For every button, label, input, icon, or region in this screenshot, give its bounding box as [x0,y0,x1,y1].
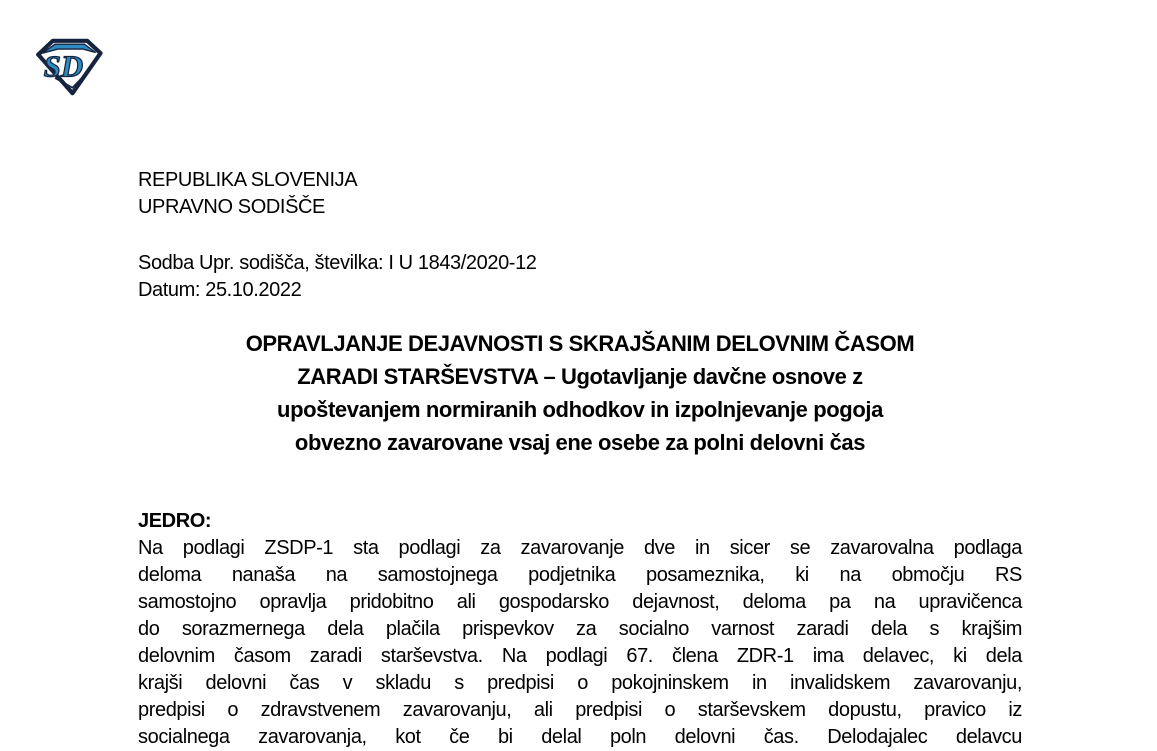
title-line-4: obvezno zavarovane vsaj ene osebe za polni delovni čas [294,430,866,455]
republic-line: REPUBLIKA SLOVENIJA [138,169,358,191]
jedro-text-line: delovnim časom zaradi starševstva. Na podlagi 67. člena ZDR-1 ima delavec, ki dela [138,645,1022,667]
document-title [138,327,1022,459]
title-line-3: upoštevanjem normiranih odhodkov in izpolnjevanje pogoja [277,397,883,422]
title-line-2: ZARADI STARŠEVSTVA – Ugotavljanje davčne osnove z [297,364,863,389]
court-sd-logo-icon [34,38,104,96]
jedro-text-line: deloma nanaša na samostojnega podjetnika posameznika, ki na območju RS [138,564,1022,586]
jedro-section [138,508,1022,751]
court-line: UPRAVNO SODIŠČE [138,196,325,218]
letterhead [138,167,1022,221]
case-date-line: Datum: 25.10.2022 [138,279,302,301]
case-info [138,250,1022,304]
jedro-text-line: socialnega zavarovanja, kot če bi delal poln delovni čas. Delodajalec delavcu [138,726,1022,748]
jedro-text-line: krajši delovni čas v skladu s predpisi o pokojninskem in invalidskem zavarovanju, [138,672,1022,694]
jedro-text-line: Na podlagi ZSDP-1 sta podlagi za zavarovanje dve in sicer se zavarovalna podlaga [138,537,1022,559]
title-line-1: OPRAVLJANJE DEJAVNOSTI S SKRAJŠANIM DELOVNIM ČASOM [245,331,915,356]
svg-text:SD: SD [43,49,84,84]
jedro-text-line: predpisi o zdravstvenem zavarovanju, ali predpisi o starševskem dopustu, pravico iz [138,699,1022,721]
jedro-text-line: do sorazmernega dela plačila prispevkov za socialno varnost zaradi dela s krajšim [138,618,1022,640]
jedro-heading: JEDRO: [138,510,212,532]
jedro-text-line: samostojno opravlja pridobitno ali gospodarsko dejavnost, deloma pa na upravičenca [138,591,1022,613]
case-number-line: Sodba Upr. sodišča, številka: I U 1843/2020-12 [138,252,537,274]
